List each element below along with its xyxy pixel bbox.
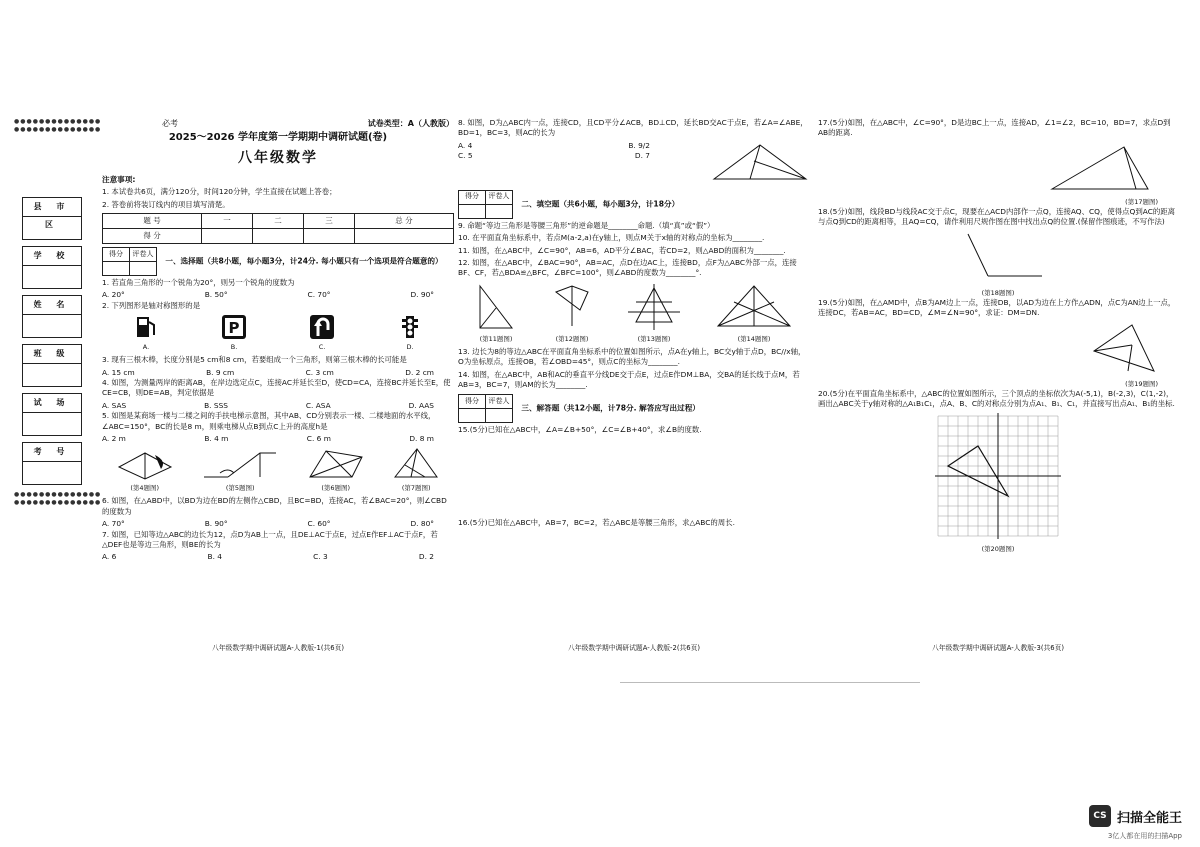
figure-7: (第7题图) bbox=[391, 447, 441, 493]
page-footer: 八年级数学期中调研试题A-人教版-1(共6页) bbox=[211, 644, 345, 653]
brand-name: 扫描全能王 bbox=[1116, 810, 1182, 826]
section-heading: 三、解答题（共12小题，计78分. 解答应写出过程） bbox=[521, 403, 700, 413]
question-options: A. 2 m B. 4 m C. 6 m D. 8 m bbox=[102, 433, 434, 443]
question: 17.(5分)如图，在△ABC中，∠C=90°，D是边BC上一点，连接AD，∠1=∠2，BC=10，BD=7，求点D到AB的距离. bbox=[818, 118, 1171, 138]
question: 15.(5分)已知在△ABC中，∠A=∠B+50°，∠C=∠B+40°，求∠B的度数. bbox=[458, 425, 702, 435]
traffic-light-icon: D. bbox=[397, 314, 423, 352]
header-row bbox=[102, 118, 454, 129]
question: 2. 下列图形是轴对称图形的是 bbox=[102, 300, 201, 310]
exam-year-title: 2025～2026 学年度第一学期期中调研试题(卷) bbox=[168, 132, 388, 144]
page-title: 八年级数学 bbox=[238, 150, 318, 167]
question: 3. 现有三根木棒，长度分别是5 cm和8 cm，若要组成一个三角形，则第三根木棒的长可能是 bbox=[102, 355, 407, 365]
brand-tagline: 3亿人都在用的扫描App bbox=[1107, 832, 1182, 840]
question: 12. 如图，在△ABC中，∠BAC=90°，AB=AC，点D在边AC上，连接BD，点F为△ABC外部一点，连接BF、CF，若△BDA≌△BFC，∠BFC=100°，则∠ABD的度数为________°. bbox=[458, 257, 797, 278]
figure-8 bbox=[710, 141, 810, 186]
question: 8. 如图，D为△ABC内一点，连接CD，且CD平分∠ACB，BD⊥CD，延长BD交AC于点E，若∠A=∠ABE，BD=1，BC=3，则AC的长为 bbox=[458, 118, 808, 138]
header-label: 必考 bbox=[162, 119, 178, 128]
question-options: A. SAS B. SSS C. ASA D. AAS bbox=[102, 400, 434, 410]
figure-19: (第19题图) bbox=[818, 321, 1178, 389]
field-room: 试 场 bbox=[22, 393, 82, 436]
question: 7. 如图，已知等边△ABC的边长为12，点D为AB上一点，且DE⊥AC于点E，过点E作EF⊥AC于点F，若△DEF也是等边三角形，则BE的长为 bbox=[102, 529, 438, 549]
question-options: A. 70° B. 90° C. 60° D. 80° bbox=[102, 519, 434, 529]
question: 10. 在平面直角坐标系中，若点M(a-2,a)在y轴上，则点M关于x轴的对称点的坐标为________. bbox=[458, 233, 765, 243]
field-name: 姓 名 bbox=[22, 295, 82, 338]
question-options: C. 5 D. 7 bbox=[458, 151, 650, 161]
notice-item: 1. 本试卷共6页，满分120分，时间120分钟，学生直接在试题上答卷； bbox=[102, 187, 337, 197]
section-heading: 二、填空题（共6小题，每小题3分，计18分） bbox=[521, 199, 680, 209]
notice-heading: 注意事项: bbox=[102, 174, 136, 184]
question: 20.(5分)在平面直角坐标系中，△ABC的位置如图所示，三个顶点的坐标依次为A(-5,1)，B(-2,3)，C(1,-2)，画出△ABC关于y轴对称的△A₁B₁C₁，点A、B、C的对称点分别为点A₁、B₁、C₁，并直接写出点A₁、B₁的坐标. bbox=[818, 388, 1175, 409]
score-table: 题 号 一 二 三 总 分 得 分 bbox=[102, 213, 454, 244]
figure-5: (第5题图) bbox=[200, 447, 280, 493]
question: 14. 如图，在△ABC中，AB和AC的垂直平分线DE交于点E，过点E作DM⊥BA，交BA的延长线于点M，若AB=3，BC=7，则AM的长为________. bbox=[458, 369, 800, 389]
cs-logo-icon: CS bbox=[1089, 805, 1111, 827]
question: 6. 如图，在△ABD中，以BD为边在BD的左侧作△CBD，且BC=BD，连接AC，若∠BAC=20°，则∠CBD的度数为 bbox=[102, 496, 447, 516]
binding-dots: ●●●●●●●●●●●●●● bbox=[14, 118, 102, 125]
question-options: A. 6 B. 4 C. 3 D. 2 bbox=[102, 552, 434, 562]
question: 4. 如图，为测量两岸的距离AB，在岸边选定点C，连接AC并延长至D，使CD=CA，连接BC并延长至E，使CE=CB，则DE=AB，判定依据是 bbox=[102, 378, 451, 398]
figures-11-14 bbox=[458, 282, 810, 344]
scan-artifact-line bbox=[620, 682, 920, 683]
figure-12: (第12题图) bbox=[550, 282, 594, 344]
figure-14: (第14题图) bbox=[714, 282, 794, 344]
page-3-column bbox=[818, 118, 1178, 658]
paper-type: 试卷类型：A（人教版） bbox=[367, 119, 454, 128]
question: 11. 如图，在△ABC中，∠C=90°，AB=6，AD平分∠BAC，若CD=2，则△ABD的面积为________. bbox=[458, 245, 786, 255]
fuel-pump-icon: A. bbox=[133, 314, 159, 352]
question-options: A. 15 cm B. 9 cm C. 3 cm D. 2 cm bbox=[102, 367, 434, 377]
question: 19.(5分)如图，在△AMD中，点B为AM边上一点，连接DB，以AD为边在上方作△ADN，点C为AN边上一点，连接DC，若AB=AC，BD=CD，∠M=∠N=90°，求证：DM=DN. bbox=[818, 297, 1176, 318]
scanner-app-logo bbox=[1089, 805, 1182, 827]
question: 1. 若直角三角形的一个锐角为20°，则另一个锐角的度数为 bbox=[102, 278, 295, 288]
figures-4-7 bbox=[102, 447, 454, 493]
page-2-column bbox=[458, 118, 810, 658]
q2-figures bbox=[102, 314, 454, 352]
page-1-column bbox=[102, 118, 454, 658]
figure-11: (第11题图) bbox=[474, 282, 518, 344]
grader-box: 得分 评卷人 bbox=[458, 394, 513, 423]
question-options: A. 20° B. 50° C. 70° D. 90° bbox=[102, 290, 434, 300]
figure-13: (第13题图) bbox=[626, 282, 682, 344]
question: 9. 命题“等边三角形是等腰三角形”的逆命题是________命题.（填“真”或“假”） bbox=[458, 220, 715, 230]
coordinate-grid bbox=[933, 411, 1063, 541]
field-class: 班 级 bbox=[22, 344, 82, 387]
parking-sign-icon: P B. bbox=[221, 314, 247, 352]
figure-4: (第4题图) bbox=[115, 447, 175, 493]
page-footer: 八年级数学期中调研试题A-人教版-3(共6页) bbox=[931, 644, 1065, 653]
question: 5. 如图是某商场一楼与二楼之间的手扶电梯示意图，其中AB、CD分别表示一楼、二楼地面的水平线，∠ABC=150°，BC的长是8 m，则乘电梯从点B到点C上升的高度h是 bbox=[102, 411, 436, 431]
question: 18.(5分)如图，线段BD与线段AC交于点C，现要在△ACD内部作一点Q，连接AQ、CQ，使得点Q到AC的距离与点Q到CD的距离相等，且AQ=CQ，请作利用尺规作图在图中找出点Q的位置.(保留作图痕迹，不写作法) bbox=[818, 206, 1176, 227]
figure-18: (第18题图) bbox=[818, 230, 1178, 298]
question: 16.(5分)已知在△ABC中，AB=7，BC=2，若△ABC是等腰三角形，求△ABC的周长. bbox=[458, 517, 735, 527]
figure-20: (第20题图) bbox=[818, 411, 1178, 553]
question-options: A. 4 B. 9/2 bbox=[458, 140, 650, 150]
field-exam-no: 考 号 bbox=[22, 442, 82, 485]
exam-sheet bbox=[14, 118, 1180, 658]
page-footer: 八年级数学期中调研试题A-人教版-2(共6页) bbox=[567, 644, 701, 653]
figure-6: (第6题图) bbox=[306, 447, 366, 493]
field-county: 县 市 区 bbox=[22, 197, 82, 240]
grader-box: 得分 评卷人 bbox=[102, 247, 157, 276]
section-heading: 一、选择题（共8小题，每小题3分，计24分. 每小题只有一个选项是符合题意的） bbox=[165, 256, 443, 266]
question: 13. 边长为8的等边△ABC在平面直角坐标系中的位置如图所示，点A在y轴上，BC交y轴于点D，BC//x轴，O为坐标原点，连接OB，若∠OBD=45°，则点C的坐标为________. bbox=[458, 346, 806, 367]
grader-box: 得分 评卷人 bbox=[458, 190, 513, 219]
figure-17: (第17题图) bbox=[818, 141, 1178, 207]
u-turn-sign-icon: C. bbox=[309, 314, 335, 352]
field-school: 学 校 bbox=[22, 246, 82, 289]
notice-item: 2. 答卷前将装订线内的项目填写清楚。 bbox=[102, 199, 230, 209]
binding-sidebar: ●●●●●●●●●●●●●● ●●●●●●●●●●●●●● 县 市 区 学 校 姓 名 班 级 试 场 考 号 ●●●●●●●●●●●●●● ●●●●●●●●●●●●●● bbox=[14, 118, 102, 507]
svg-text:P: P bbox=[228, 319, 240, 338]
